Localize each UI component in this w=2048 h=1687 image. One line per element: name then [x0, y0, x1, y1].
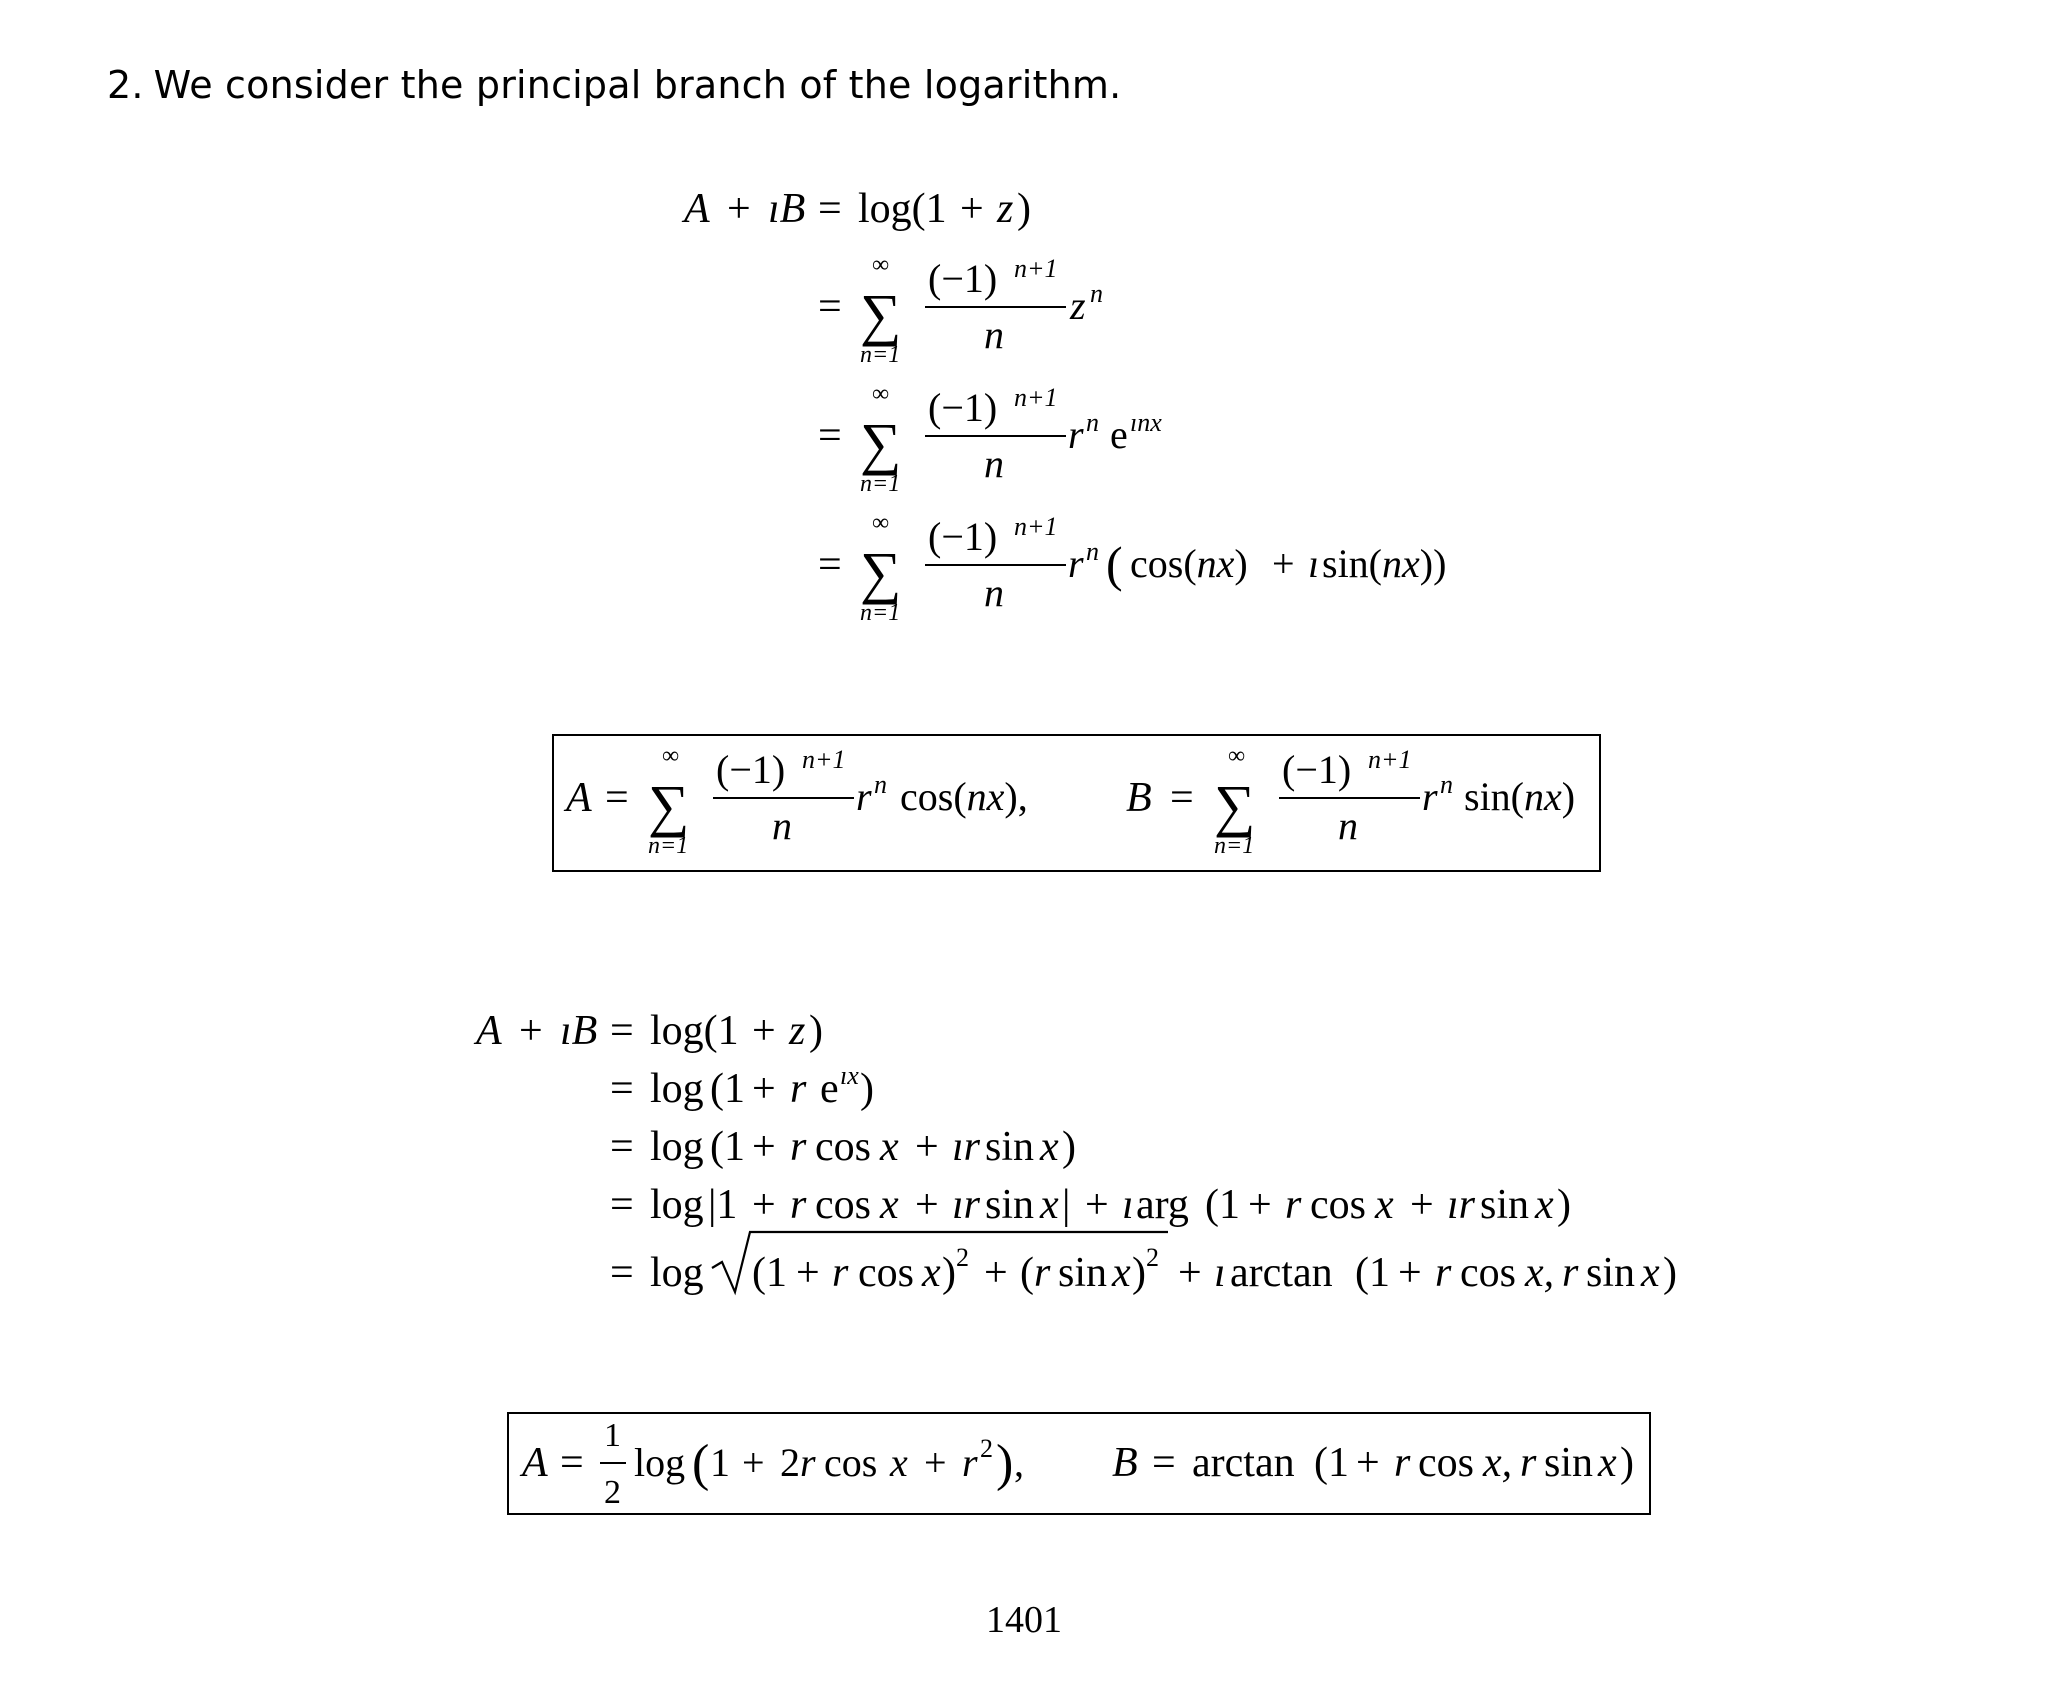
boxed-result-series [553, 735, 1600, 871]
svg-text:2: 2 [604, 1474, 621, 1511]
svg-text:1+2r cosx+r: 1 + 2r cos x + r [710, 1440, 978, 1485]
svg-text:2: 2 [956, 1243, 969, 1272]
svg-text:(−1): (−1) [1282, 747, 1352, 792]
svg-text:+(rsinx): + (r sin x) [984, 1250, 1146, 1296]
svg-text:n: n [1338, 803, 1358, 848]
svg-text:B: B [1126, 775, 1152, 821]
svg-text:n: n [984, 441, 1004, 486]
series-line-3 [818, 381, 1162, 497]
svg-text:(1+rcosx): (1 + r cos x) [752, 1250, 956, 1296]
svg-text:r: r [1068, 412, 1084, 457]
svg-text:cos(nx),: cos(nx), [900, 774, 1028, 819]
svg-text:B: B [1112, 1440, 1138, 1486]
svg-text:n=1: n=1 [860, 471, 901, 497]
svg-text:=: = [610, 1250, 634, 1296]
series-derivation [681, 186, 1446, 626]
svg-text:∑: ∑ [648, 773, 690, 838]
svg-text:n: n [984, 570, 1004, 615]
svg-text:∑: ∑ [1214, 773, 1256, 838]
boxed-result-closed-form [508, 1413, 1650, 1514]
svg-text:z: z [1070, 283, 1086, 328]
svg-text:n: n [1090, 279, 1103, 308]
polar-line-2 [610, 1061, 874, 1112]
svg-text:(−1): (−1) [928, 256, 998, 301]
svg-text:∞: ∞ [872, 252, 890, 278]
svg-text:∞: ∞ [662, 743, 680, 769]
svg-text:n: n [1440, 770, 1453, 799]
svg-text:(: ( [1106, 536, 1123, 592]
svg-text:ıx: ıx [840, 1061, 859, 1090]
svg-text:=: = [605, 775, 629, 821]
svg-text:n: n [1086, 408, 1099, 437]
svg-text:2: 2 [980, 1434, 993, 1463]
svg-text:∑: ∑ [860, 282, 902, 347]
polar-line-3: = log (1 + r cos x + ır sin x) [610, 1124, 1076, 1170]
problem-number: 2. [107, 63, 144, 107]
svg-text:(: ( [692, 1435, 710, 1492]
svg-text:=log(1+re: = log (1 + r e [610, 1066, 839, 1112]
problem-text: We consider the principal branch of the logarithm. [153, 63, 1122, 107]
svg-text:=: = [818, 284, 842, 330]
svg-text:(−1): (−1) [716, 747, 786, 792]
svg-text:A: A [522, 1440, 548, 1486]
svg-text:ınx: ınx [1130, 408, 1162, 437]
svg-text:n: n [984, 312, 1004, 357]
svg-text:1: 1 [604, 1417, 621, 1454]
svg-text:+ıarctan(1+ rcosx,: + ı arctan (1 + r cos x, r sin x) [1178, 1250, 1677, 1296]
svg-text:∞: ∞ [872, 381, 890, 407]
series-line-2 [818, 252, 1103, 368]
svg-text:n+1: n+1 [1368, 745, 1412, 774]
svg-text:n+1: n+1 [802, 745, 846, 774]
svg-text:(−1): (−1) [928, 514, 998, 559]
svg-text:n: n [874, 770, 887, 799]
svg-text:=: = [560, 1440, 584, 1486]
polar-derivation [473, 1008, 1677, 1296]
svg-text:e: e [1110, 412, 1128, 457]
svg-text:r: r [1422, 774, 1438, 819]
svg-text:): ) [996, 1435, 1014, 1492]
svg-text:=: = [818, 542, 842, 588]
svg-text:cos(nx) +ısin(nx)): cos(nx) + ısin(nx)) [1130, 541, 1447, 586]
svg-text:n: n [772, 803, 792, 848]
page-number: 1401 [986, 1599, 1062, 1641]
svg-text:=: = [1170, 775, 1194, 821]
svg-text:n+1: n+1 [1014, 254, 1058, 283]
svg-text:log: log [650, 1250, 704, 1296]
svg-text:n=1: n=1 [860, 600, 901, 626]
svg-text:n: n [1086, 537, 1099, 566]
svg-text:=arctan(1+ rcosx,: = arctan (1 + r cos x, r sin x) [1152, 1440, 1634, 1486]
svg-text:∑: ∑ [860, 411, 902, 476]
svg-text:∞: ∞ [1228, 743, 1246, 769]
svg-text:(−1): (−1) [928, 385, 998, 430]
svg-text:,: , [1014, 1440, 1024, 1485]
series-line-4 [818, 510, 1446, 626]
svg-text:2: 2 [1146, 1243, 1159, 1272]
svg-text:n=1: n=1 [860, 342, 901, 368]
polar-line-5 [610, 1232, 1677, 1296]
svg-text:r: r [1068, 541, 1084, 586]
svg-text:∞: ∞ [872, 510, 890, 536]
svg-text:=: = [818, 413, 842, 459]
svg-text:n+1: n+1 [1014, 512, 1058, 541]
svg-text:): ) [860, 1066, 874, 1112]
polar-line-1: A + ıB = log(1 + z) [476, 1008, 823, 1054]
svg-text:r: r [856, 774, 872, 819]
svg-text:log: log [634, 1440, 686, 1485]
svg-text:A: A [566, 775, 592, 821]
series-line-1: A + ıB = log(1 + z) [684, 186, 1031, 232]
svg-text:sin(nx): sin(nx) [1464, 774, 1576, 819]
svg-text:n+1: n+1 [1014, 383, 1058, 412]
svg-text:∑: ∑ [860, 540, 902, 605]
svg-text:n=1: n=1 [1214, 833, 1255, 859]
polar-line-4: = log |1 + r cos x + ır sin x| + ıarg (1 + r cos x + ır sin x) [610, 1182, 1571, 1228]
svg-text:n=1: n=1 [648, 833, 689, 859]
